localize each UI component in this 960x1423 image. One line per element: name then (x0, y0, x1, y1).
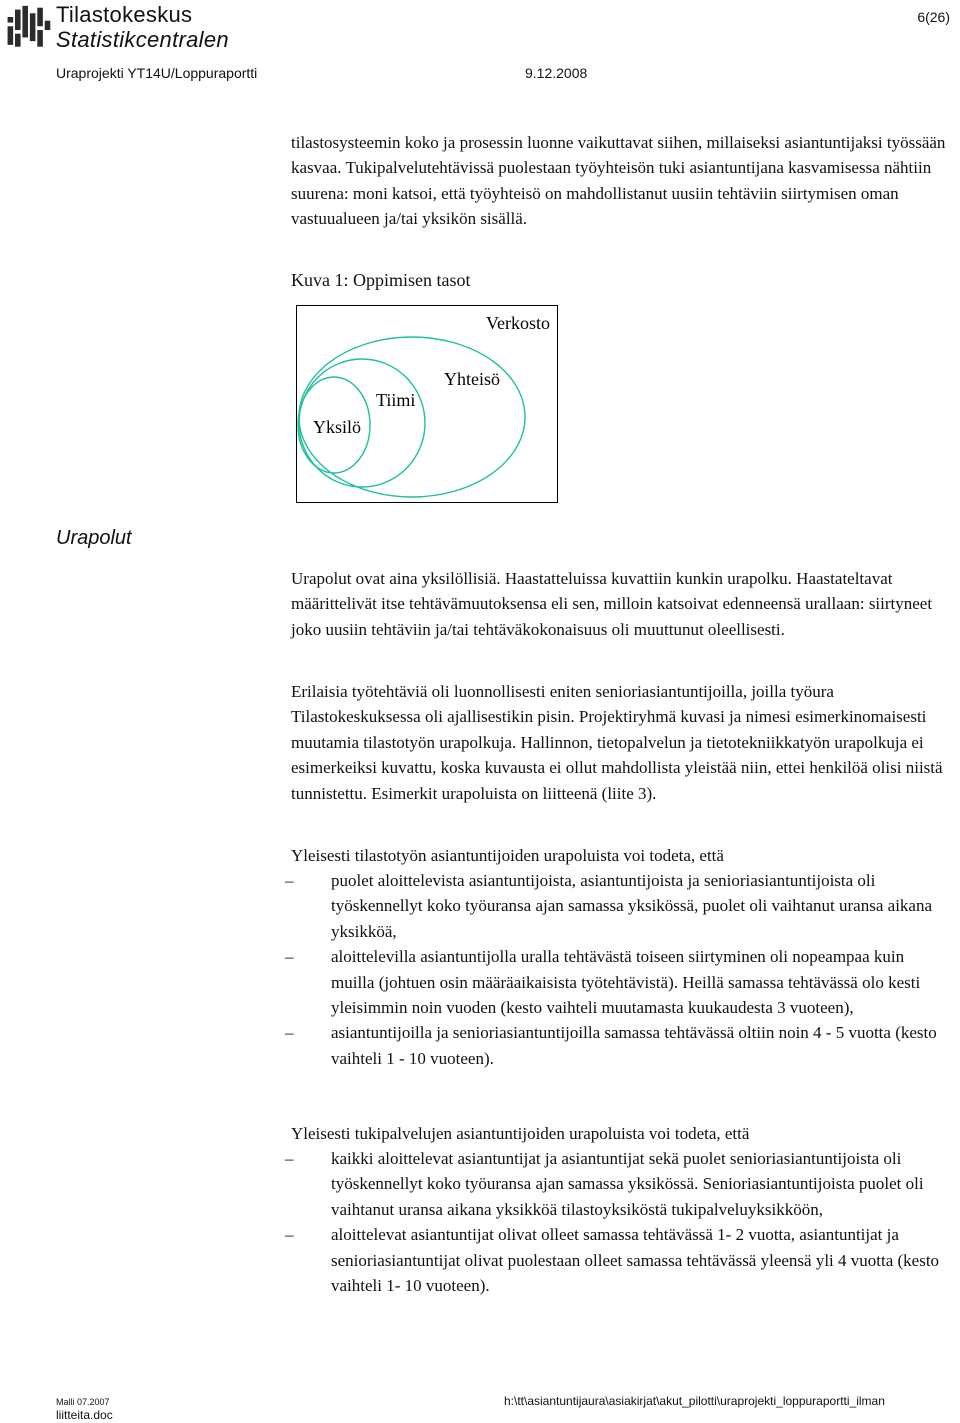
label-yksilo: Yksilö (313, 417, 362, 437)
section-paragraph-1: Urapolut ovat aina yksilöllisiä. Haastatteluissa kuvattiin kunkin urapolku. Haastateltavat määrittelivät itse tehtävämuutoksensa eli sen, milloin katsoivat edenneensä urallaan: siirtyneet joko uusiin tehtäviin ja/tai tehtäväkokonaisuus oli muuttunut oleellisesti. (291, 569, 933, 639)
label-tiimi: Tiimi (376, 390, 416, 410)
section-heading: Urapolut (56, 527, 132, 549)
dash-bullet: – (285, 947, 294, 967)
footer-filename: liitteita.doc (56, 1408, 113, 1422)
list2-intro: Yleisesti tukipalvelujen asiantuntijoiden urapoluista voi todeta, että (291, 1124, 750, 1143)
dash-bullet: – (285, 1225, 294, 1245)
dash-bullet: – (285, 1023, 294, 1043)
dash-bullet: – (285, 1149, 294, 1168)
logo-text-primary: Tilastokeskus (56, 2, 193, 27)
footer-template: Malli 07.2007 (56, 1397, 110, 1407)
label-yhteiso: Yhteisö (444, 369, 500, 389)
list-item: – asiantuntijoilla ja senioriasiantuntijoilla samassa tehtävässä oltiin noin 4 - 5 vuotta (kesto vaihteli 1 - 10 vuoteen). (291, 1020, 951, 1071)
list-item: – puolet aloittelevista asiantuntijoista, asiantuntijoista ja senioriasiantuntijoista oli työskennellyt koko työuransa ajan samassa yksikössä, puolet oli vaihtanut uransa aikana yksikköä, (291, 868, 951, 944)
document-date: 9.12.2008 (525, 65, 588, 81)
footer-filepath: h:\tt\asiantuntijaura\asiakirjat\akut_pilotti\uraprojekti_loppuraportti_ilman (504, 1394, 885, 1408)
logo-text-secondary: Statistikcentralen (56, 27, 229, 52)
intro-paragraph: tilastosysteemin koko ja prosessin luonne vaikuttavat siihen, millaiseksi asiantuntijaksi työssään kasvaa. Tukipalvelutehtävissä puolestaan työyhteisön tuki asiantuntijana kasvamisessa nähtiin suurena: moni katsoi, että työyhteisö on mahdollistanut uusiin tehtäviin siirtymisen oman vastuualueen ja/tai yksikön sisällä. (291, 133, 946, 229)
list-item: – aloittelevilla asiantuntijolla uralla tehtävästä toiseen siirtyminen oli nopeampaa kuin muilla (johtuen osin määräaikaisista työtehtävistä). Heillä samassa tehtävässä olo kesti yleisimmin noin vuoden (kesto vaihteli muutamasta kuukaudesta 3 vuoteen), (291, 944, 951, 1020)
label-verkosto: Verkosto (486, 313, 550, 333)
document-title: Uraprojekti YT14U/Loppuraportti (56, 65, 258, 81)
list1-intro: Yleisesti tilastotyön asiantuntijoiden urapoluista voi todeta, että (291, 846, 724, 865)
logo-mark (2, 4, 54, 56)
dash-bullet: – (285, 871, 294, 890)
list-item: – aloittelevat asiantuntijat olivat olleet samassa tehtävässä 1- 2 vuotta, asiantuntijat ja senioriasiantuntijat olivat puolestaan olleet samassa tehtävässä yleensä yli 4 vuotta (kesto vaihteli 1- 10 vuoteen). (291, 1222, 951, 1298)
section-paragraph-2: Erilaisia työtehtäviä oli luonnollisesti eniten senioriasiantuntijoilla, joilla työura Tilastokeskuksessa oli ajallisestikin pisin. Projektiryhmä kuvasi ja nimesi esimerkinomaisesti muutamia tilastotyön urapolkuja. Hallinnon, tietopalvelun ja tietotekniikkatyön urapolkuja ei esimerkeiksi kuvattu, koska kuvausta ei ollut mahdollista yleistää niin, ettei henkilöä olisi niistä tunnistettu. Esimerkit urapoluista on liitteenä (liite 3). (291, 682, 943, 803)
list1 (285, 868, 951, 1071)
page-number: 6(26) (917, 9, 950, 25)
figure-caption: Kuva 1: Oppimisen tasot (291, 270, 471, 290)
learning-levels-diagram (296, 305, 558, 503)
list2 (285, 1146, 951, 1298)
list-item: – kaikki aloittelevat asiantuntijat ja asiantuntijat sekä puolet senioriasiantuntijoista oli työskennellyt koko työuransa ajan samassa yksikössä. Senioriasiantuntijoista puolet oli vaihtanut uransa aikana yksikköä tilastoyksiköstä tukipalveluyksikköön, (291, 1146, 951, 1222)
